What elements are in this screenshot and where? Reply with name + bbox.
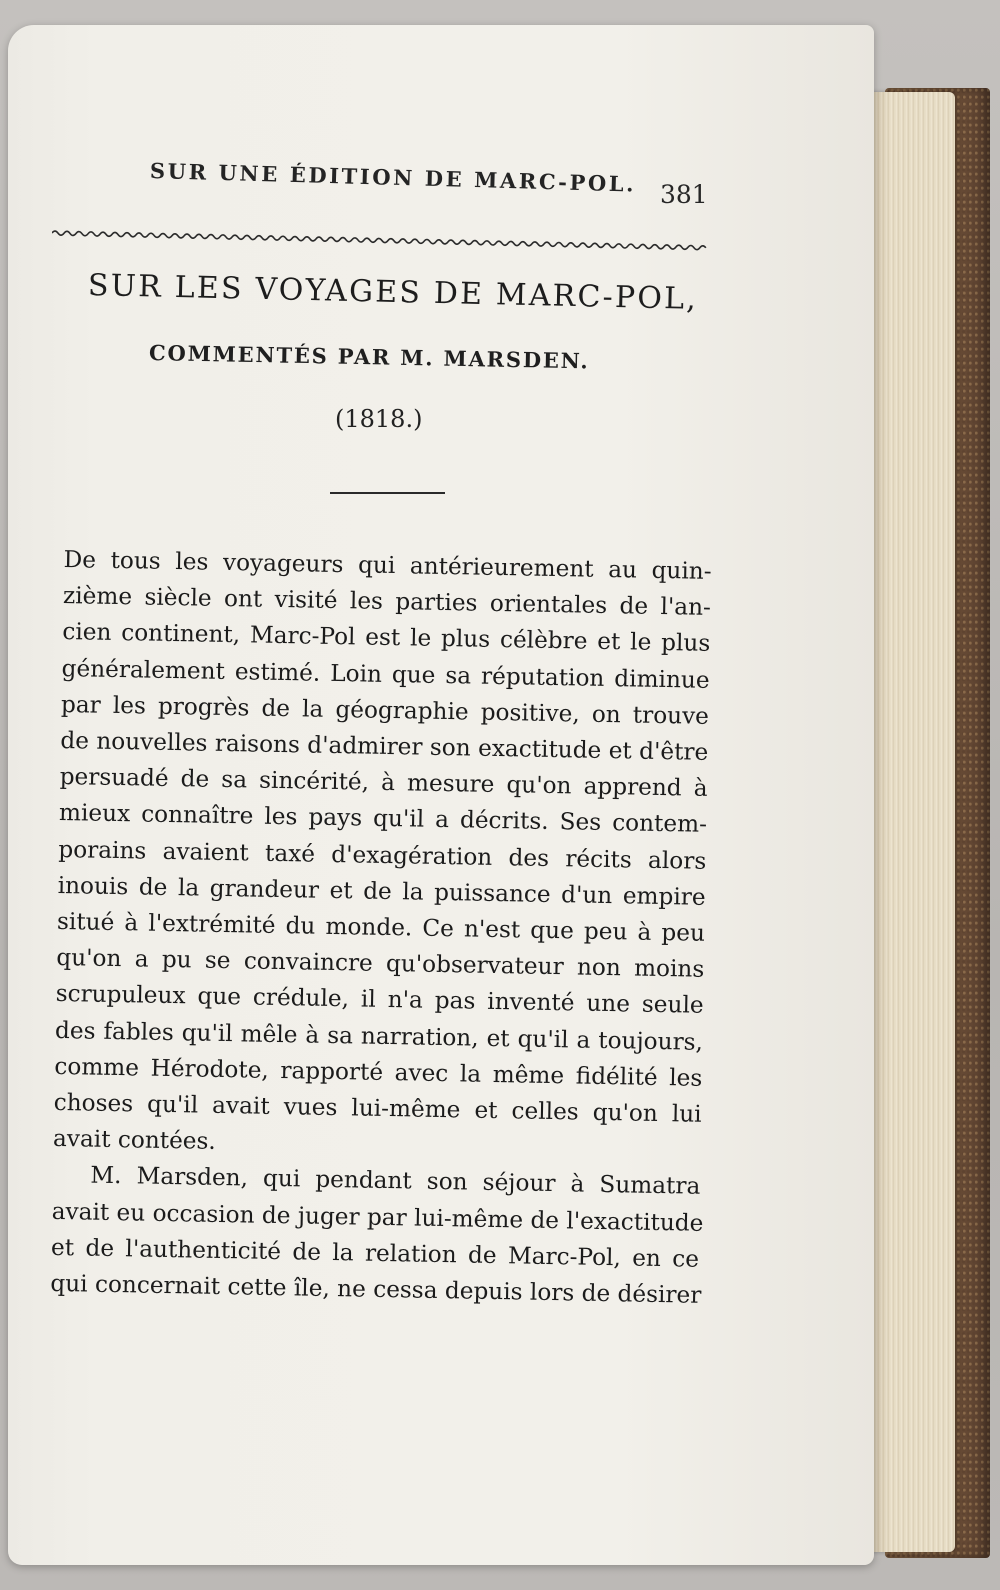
text-line: porains avaient taxé d'exagération des récits alors	[58, 835, 707, 875]
text-line: De tous les voyageurs qui antérieurement au quin-	[63, 545, 712, 585]
text-line: mieux connaître les pays qu'il a décrits. Ses contem-	[58, 799, 708, 839]
paragraph-1	[53, 542, 724, 1169]
title-rule	[330, 492, 445, 494]
article-subtitle: COMMENTÉS PAR M. MARSDEN.	[148, 340, 590, 374]
page-number: 381	[660, 180, 708, 209]
text-line: scrupuleux que crédule, il n'a pas inventé une seule	[55, 980, 704, 1020]
text-line: choses qu'il avait vues lui-même et celles qu'on lui	[53, 1088, 702, 1128]
text-line: avait eu occasion de juger par lui-même de l'exactitude	[51, 1197, 704, 1237]
text-line: M. Marsden, qui pendant son séjour à Sumatra	[90, 1162, 701, 1201]
text-line: généralement estimé. Loin que sa réputation diminue	[61, 654, 710, 694]
paragraph-2	[50, 1157, 713, 1314]
text-line: qu'on a pu se convaincre qu'observateur non moins	[56, 944, 705, 984]
article-year: (1818.)	[335, 405, 423, 433]
body-text	[50, 542, 724, 1314]
text-line: qui concernait cette île, ne cessa depuis lors de désirer	[50, 1269, 702, 1309]
text-line: cien continent, Marc-Pol est le plus célèbre et le plus	[62, 618, 711, 658]
text-line: inouis de la grandeur et de la puissance d'un empire	[57, 871, 706, 911]
text-line: zième siècle ont visité les parties orientales de l'an-	[62, 582, 712, 622]
text-line: de nouvelles raisons d'admirer son exactitude et d'être	[60, 726, 709, 766]
text-line: avait contées.	[52, 1125, 217, 1156]
text-line: comme Hérodote, rapporté avec la même fidélité les	[54, 1052, 703, 1092]
text-line: situé à l'extrémité du monde. Ce n'est que peu à peu	[56, 907, 706, 947]
text-line: persuadé de sa sincérité, à mesure qu'on apprend à	[59, 763, 708, 803]
text-line: des fables qu'il mêle à sa narration, et qu'il a toujours,	[54, 1016, 704, 1056]
text-line: par les progrès de la géographie positive, on trouve	[60, 690, 710, 730]
article-title: SUR LES VOYAGES DE MARC-POL,	[87, 268, 699, 317]
text-line: et de l'authenticité de la relation de Marc-Pol, en ce	[50, 1233, 700, 1273]
running-head: SUR UNE ÉDITION DE MARC-POL.	[149, 158, 637, 197]
